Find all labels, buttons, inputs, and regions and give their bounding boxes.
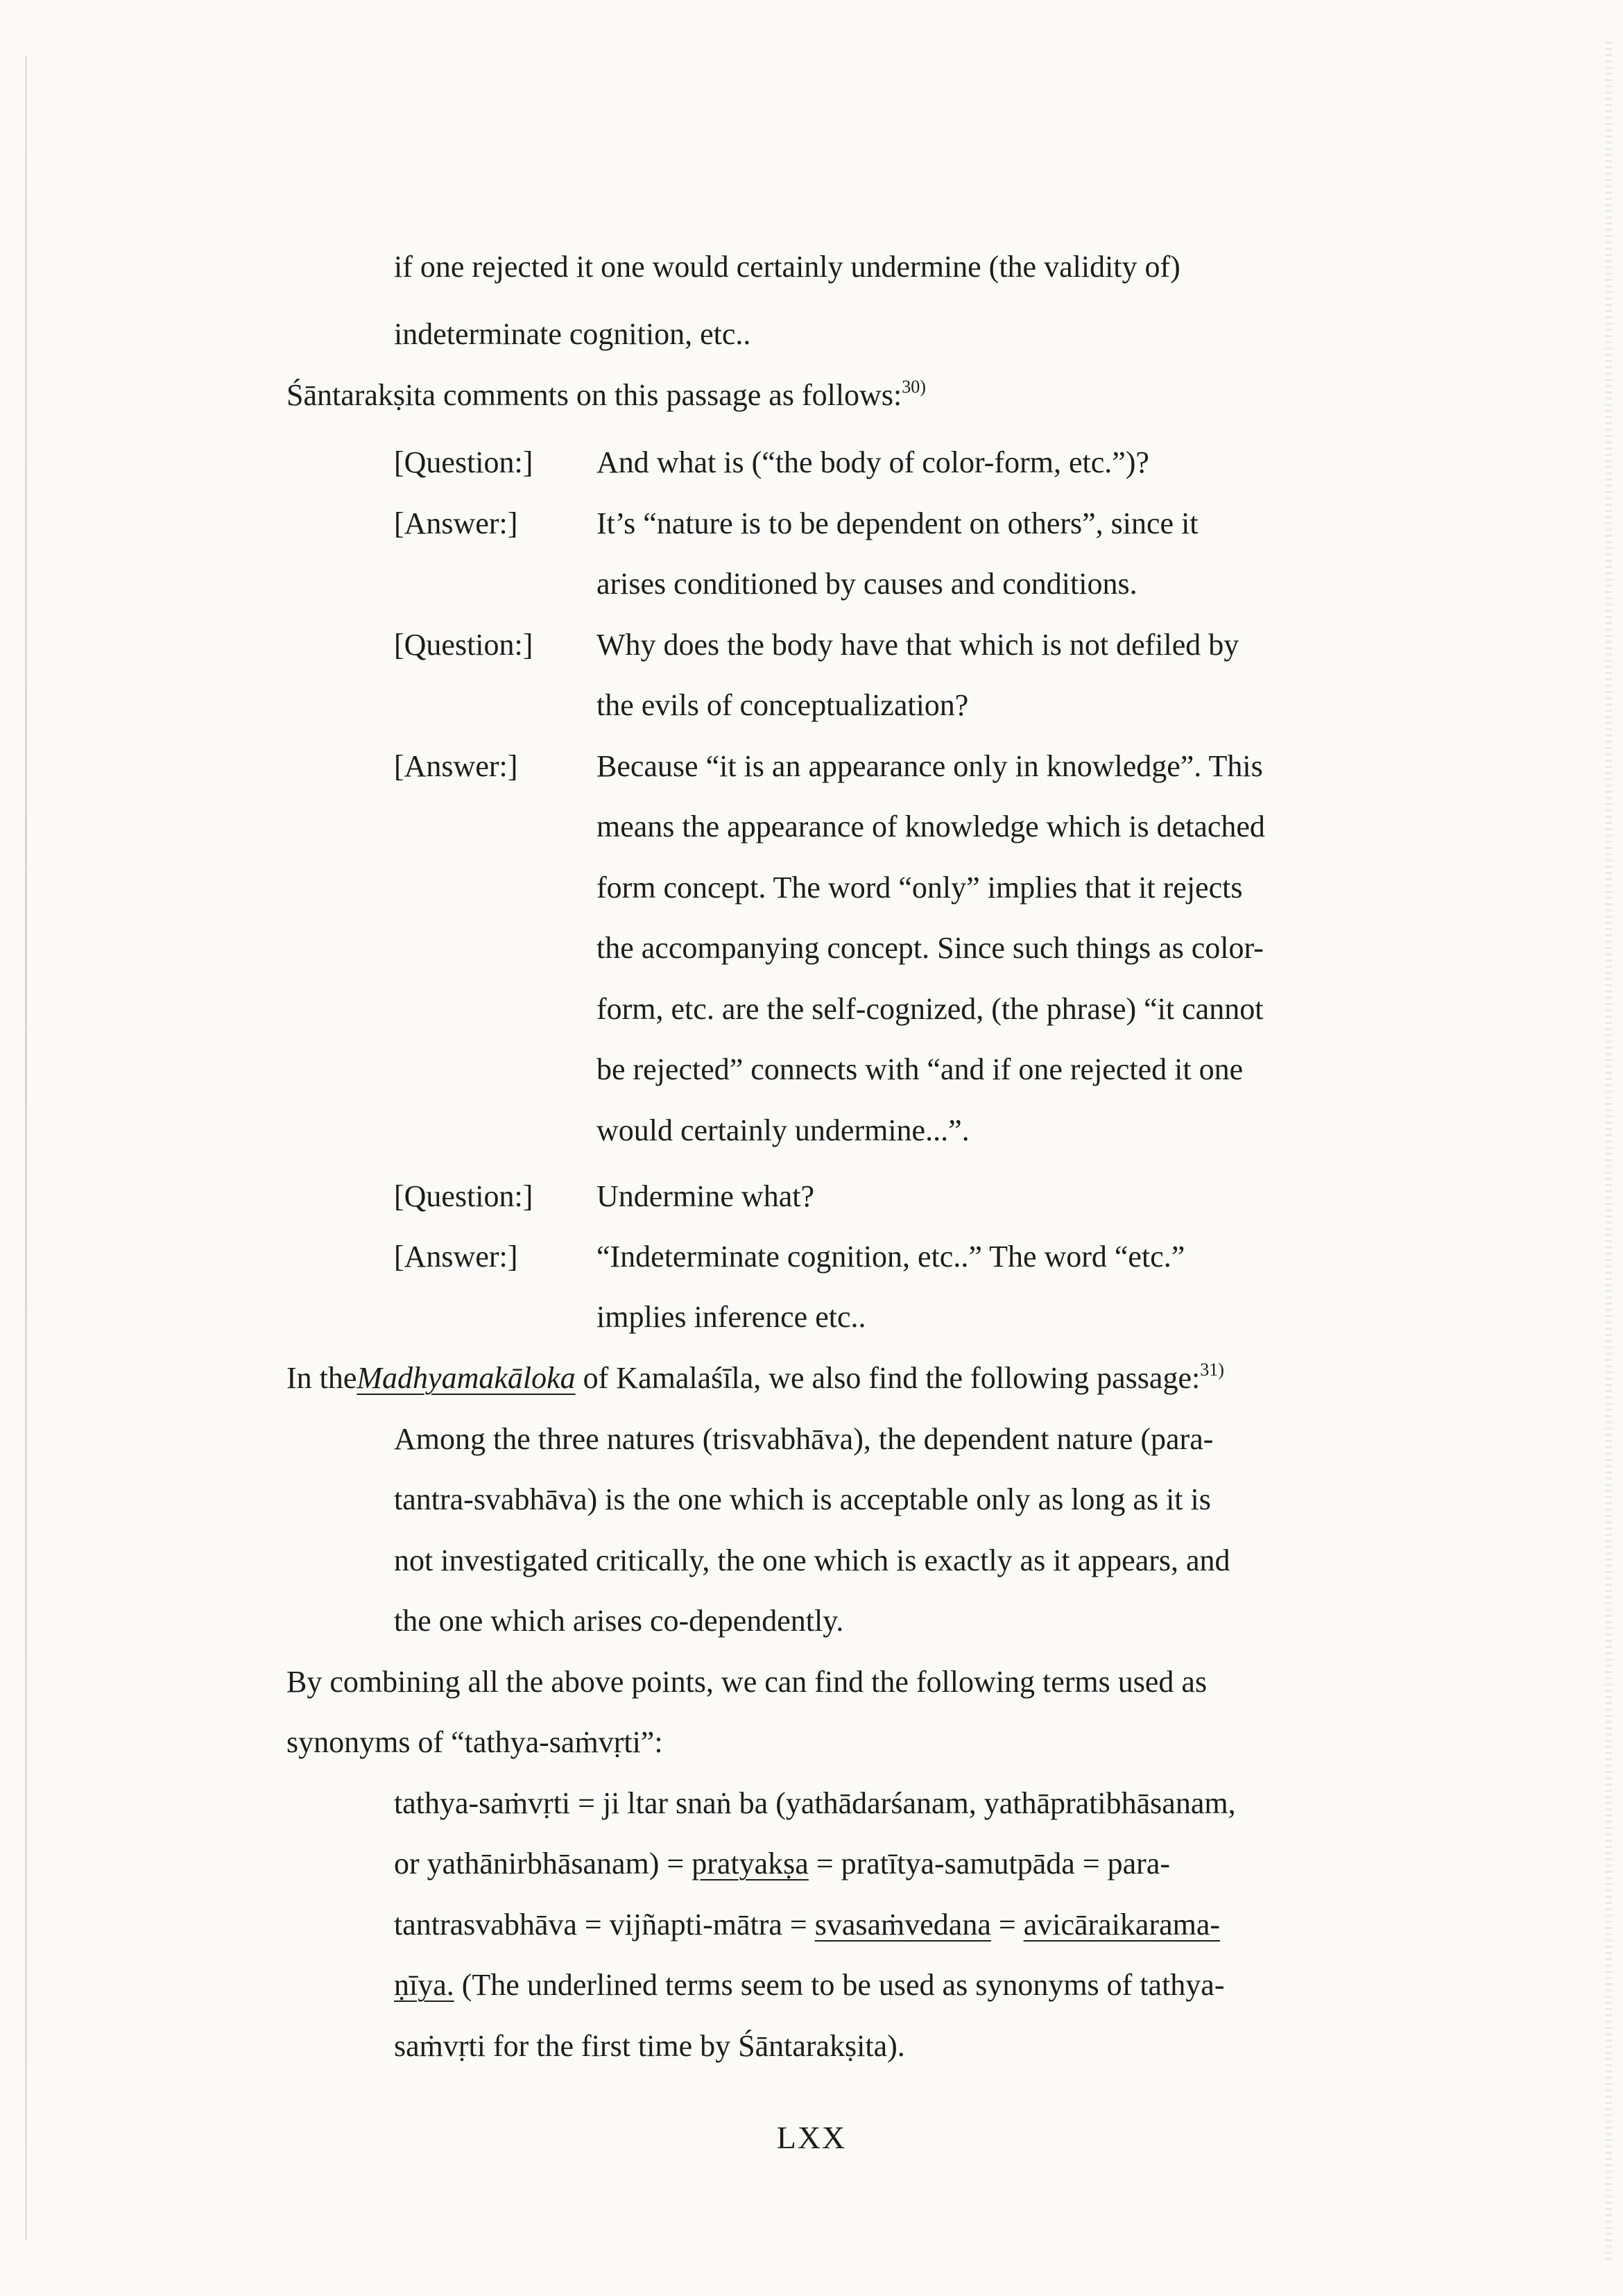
synonym-text: (The underlined terms seem to be used as synonyms of tathya- [454,1968,1225,2002]
dialogue-label: [Question:] [394,445,533,479]
dialogue-line: form, etc. are the self-cognized, (the phrase) “it cannot [596,992,1264,1026]
text-line: if one rejected it one would certainly undermine (the validity of) [394,250,1180,284]
synonym-line: tathya-saṁvṛti = ji ltar snaṅ ba (yathādarśanam, yathāpratibhāsanam, [394,1786,1236,1820]
dialogue-line: form concept. The word “only” implies that it rejects [596,871,1243,905]
scan-edge-left [25,55,27,2241]
synonym-text: or yathānirbhāsanam) = [394,1847,692,1881]
synonym-line [394,1910,1220,1940]
synonym-line [394,1970,1225,2001]
dialogue-label: [Answer:] [394,749,518,783]
dialogue-line: Why does the body have that which is not defiled by [596,628,1239,662]
quote-line: Among the three natures (trisvabhāva), the dependent nature (para- [394,1422,1214,1456]
synonym-line [394,1849,1170,1879]
underlined-term: pratyakṣa [692,1847,809,1881]
dialogue-line: would certainly undermine...”. [596,1113,970,1147]
scan-edge-right [1605,42,1612,2261]
synonym-text: tantrasvabhāva = vijñapti-mātra = [394,1908,815,1942]
text-line: By combining all the above points, we can find the following terms used as [286,1665,1208,1699]
work-title: Madhyamakāloka [357,1361,576,1395]
dialogue-line: implies inference etc.. [596,1300,866,1334]
underlined-term: avicāraikarama- [1023,1908,1221,1942]
dialogue-line: Undermine what? [596,1179,814,1213]
dialogue-line: And what is (“the body of color-form, etc.”)? [596,445,1149,479]
dialogue-line: arises conditioned by causes and conditions. [596,567,1137,601]
santa-intro-text: Śāntarakṣita comments on this passage as follows: [286,378,902,412]
synonym-text: = [990,1908,1024,1942]
dialogue-line: It’s “nature is to be dependent on others”, since it [596,506,1199,540]
dialogue-label: [Question:] [394,628,533,662]
quote-line: the one which arises co-dependently. [394,1604,844,1638]
dialogue-line: “Indeterminate cognition, etc..” The word “etc.” [596,1240,1185,1274]
synonym-line: saṁvṛti for the first time by Śāntarakṣita). [394,2029,905,2063]
underlined-term: ṇīya. [394,1968,454,2002]
dialogue-label: [Question:] [394,1179,533,1213]
intro-post: of Kamalaśīla, we also find the following passage: [575,1361,1201,1395]
text-line: synonyms of “tathya-saṁvṛti”: [286,1725,663,1759]
dialogue-label: [Answer:] [394,506,518,540]
dialogue-label: [Answer:] [394,1240,518,1274]
dialogue-line: Because “it is an appearance only in knowledge”. This [596,749,1263,783]
text-line: indeterminate cognition, etc.. [394,317,751,351]
quote-line: tantra-svabhāva) is the one which is acceptable only as long as it is [394,1482,1211,1516]
underlined-term: svasaṁvedana [814,1908,991,1942]
footnote-ref: 31) [1200,1360,1224,1380]
text-line [286,1360,1224,1395]
footnote-ref: 30) [902,377,926,397]
dialogue-line: the evils of conceptualization? [596,688,969,722]
intro-pre: In the [286,1361,357,1395]
synonym-text: = pratītya-samutpāda = para- [808,1847,1171,1881]
dialogue-line: be rejected” connects with “and if one rejected it one [596,1052,1244,1086]
page-number: LXX [776,2120,847,2155]
text-line [286,377,926,412]
quote-line: not investigated critically, the one which is exactly as it appears, and [394,1543,1230,1577]
dialogue-line: the accompanying concept. Since such things as color- [596,931,1264,965]
dialogue-line: means the appearance of knowledge which is detached [596,809,1265,843]
